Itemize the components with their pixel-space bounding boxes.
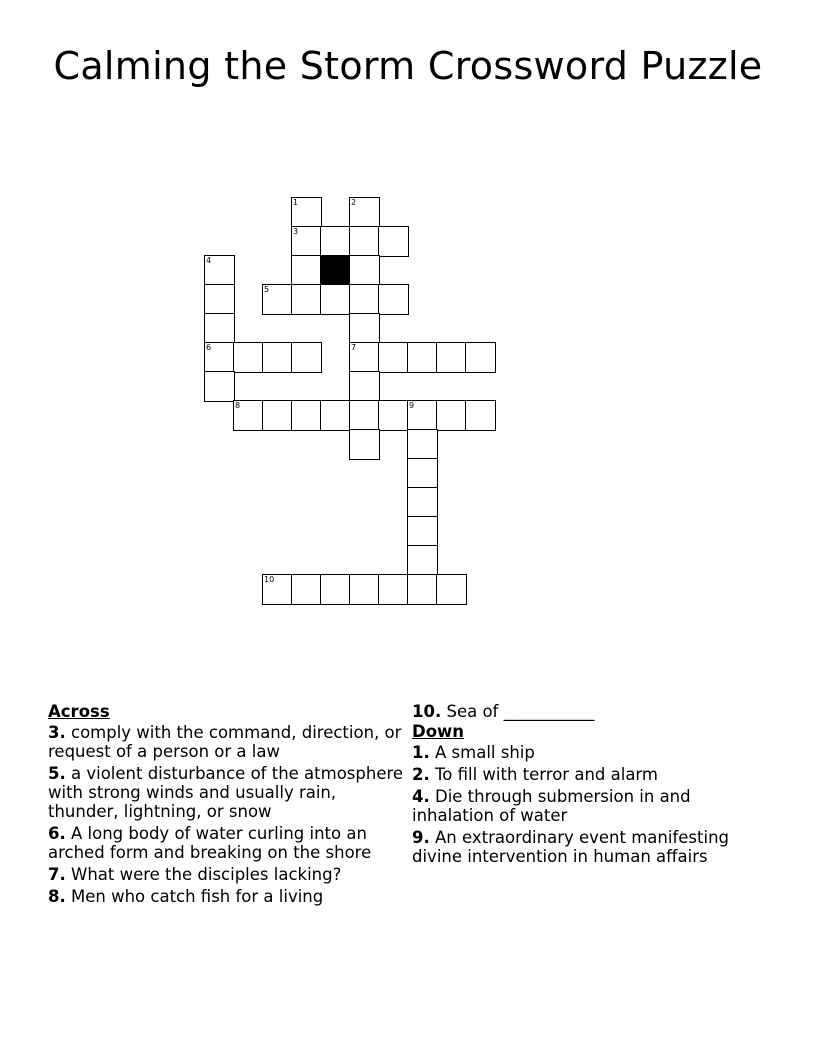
- grid-cell[interactable]: [349, 226, 380, 257]
- grid-cell[interactable]: [407, 574, 438, 605]
- grid-cell[interactable]: [204, 313, 235, 344]
- grid-cell[interactable]: [407, 545, 438, 576]
- clue-text: Die through submersion in and inhalation of water: [412, 787, 691, 825]
- across-clue-10: [412, 702, 732, 721]
- grid-cell[interactable]: [465, 342, 496, 373]
- grid-cell[interactable]: [262, 342, 293, 373]
- clue-number: 8.: [48, 887, 66, 906]
- grid-cell[interactable]: [349, 197, 380, 228]
- clue-text: Sea of ___________: [446, 702, 595, 721]
- grid-cell[interactable]: [233, 342, 264, 373]
- clue-number-label: 8: [235, 401, 241, 410]
- grid-cell[interactable]: [291, 284, 322, 315]
- grid-cell[interactable]: [349, 429, 380, 460]
- grid-cell[interactable]: [291, 255, 322, 286]
- down-heading: Down: [412, 722, 465, 741]
- grid-cell[interactable]: [233, 400, 264, 431]
- clue-number-label: 6: [206, 343, 212, 352]
- grid-cell[interactable]: [407, 487, 438, 518]
- clue-number-label: 7: [351, 343, 357, 352]
- clue-number-label: 2: [351, 198, 357, 207]
- clue-text: A small ship: [435, 743, 535, 762]
- page-title: Calming the Storm Crossword Puzzle: [53, 44, 763, 88]
- grid-cell[interactable]: [349, 400, 380, 431]
- clue-number-label: 9: [409, 401, 415, 410]
- clue-number-label: 5: [264, 285, 270, 294]
- grid-cell[interactable]: [291, 342, 322, 373]
- clue-number-label: 1: [293, 198, 299, 207]
- grid-cell[interactable]: [291, 197, 322, 228]
- clue-text: Men who catch fish for a living: [71, 887, 324, 906]
- clue-number: 9.: [412, 828, 430, 847]
- grid-cell[interactable]: [291, 400, 322, 431]
- grid-cell[interactable]: [291, 226, 322, 257]
- down-clue-9: [412, 828, 732, 866]
- clue-number: 5.: [48, 764, 66, 783]
- clue-text: comply with the command, direction, or request of a person or a law: [48, 723, 402, 761]
- grid-cell[interactable]: [436, 574, 467, 605]
- grid-cell[interactable]: [407, 400, 438, 431]
- clue-number: 2.: [412, 765, 430, 784]
- grid-cell[interactable]: [378, 400, 409, 431]
- grid-cell[interactable]: [204, 284, 235, 315]
- grid-cell[interactable]: [262, 400, 293, 431]
- grid-cell[interactable]: [378, 342, 409, 373]
- down-clue-2: [412, 765, 732, 784]
- clue-number-label: 10: [264, 575, 275, 584]
- grid-cell[interactable]: [378, 284, 409, 315]
- grid-cell[interactable]: [407, 429, 438, 460]
- clue-number: 7.: [48, 865, 66, 884]
- grid-cell[interactable]: [349, 255, 380, 286]
- grid-cell[interactable]: [291, 574, 322, 605]
- down-clue-1: [412, 743, 732, 762]
- across-clue-3: [48, 723, 408, 761]
- grid-cell[interactable]: [378, 226, 409, 257]
- grid-cell[interactable]: [204, 371, 235, 402]
- clue-number: 4.: [412, 787, 430, 806]
- grid-cell[interactable]: [349, 342, 380, 373]
- grid-cell[interactable]: [407, 458, 438, 489]
- grid-cell[interactable]: [204, 342, 235, 373]
- clue-text: What were the disciples lacking?: [71, 865, 342, 884]
- grid-cell[interactable]: [349, 284, 380, 315]
- across-clue-7: [48, 865, 408, 884]
- grid-cell[interactable]: [262, 574, 293, 605]
- clue-number-label: 3: [293, 227, 299, 236]
- grid-cell[interactable]: [349, 371, 380, 402]
- grid-cell[interactable]: [320, 574, 351, 605]
- across-clue-8: [48, 887, 408, 906]
- across-clue-5: [48, 764, 408, 821]
- grid-cell[interactable]: [320, 400, 351, 431]
- grid-cell[interactable]: [349, 313, 380, 344]
- grid-cell[interactable]: [465, 400, 496, 431]
- grid-cell[interactable]: [407, 342, 438, 373]
- clue-text: A long body of water curling into an arched form and breaking on the shore: [48, 824, 372, 862]
- clue-number: 1.: [412, 743, 430, 762]
- clue-number-label: 4: [206, 256, 212, 265]
- across-clue-6: [48, 824, 408, 862]
- across-heading: Across: [48, 702, 110, 721]
- grid-cell[interactable]: [436, 342, 467, 373]
- grid-cell[interactable]: [320, 284, 351, 315]
- grid-cell[interactable]: [349, 574, 380, 605]
- clues-left-column: [48, 702, 408, 909]
- clue-text: To fill with terror and alarm: [435, 765, 658, 784]
- grid-cell[interactable]: [204, 255, 235, 286]
- clue-text: An extraordinary event manifesting divine intervention in human affairs: [412, 828, 729, 866]
- grid-cell[interactable]: [320, 226, 351, 257]
- clue-number: 3.: [48, 723, 66, 742]
- down-clue-4: [412, 787, 732, 825]
- clue-number: 6.: [48, 824, 66, 843]
- grid-cell[interactable]: [436, 400, 467, 431]
- grid-cell[interactable]: [378, 574, 409, 605]
- clue-number: 10.: [412, 702, 442, 721]
- blocked-cell: [320, 255, 351, 286]
- grid-cell[interactable]: [262, 284, 293, 315]
- grid-cell[interactable]: [407, 516, 438, 547]
- clue-text: a violent disturbance of the atmosphere with strong winds and usually rain, thunder, lightning, or snow: [48, 764, 404, 821]
- clues-right-column: [412, 702, 732, 869]
